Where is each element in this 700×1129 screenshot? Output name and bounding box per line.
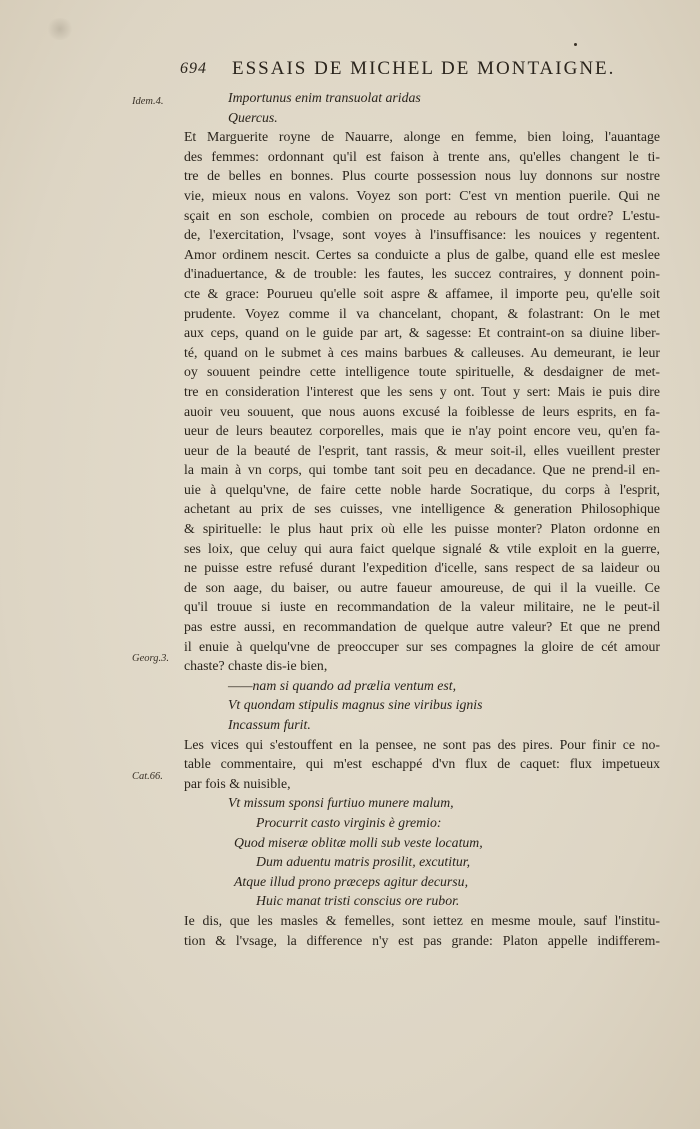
verse-line: Incassum furit. — [228, 717, 311, 732]
prose-line: pas estre aussi, en recommandation de quelque autre valeur? Et que ne prend — [184, 619, 660, 635]
prose-line: Amor ordinem nescit. Certes sa conduicte a plus de galbe, quand elle est meslee — [184, 246, 660, 262]
margin-note: Cat.66. — [132, 771, 163, 782]
text-block — [184, 88, 660, 950]
verse-line: ——nam si quando ad prælia ventum est, — [228, 677, 457, 693]
running-title: ESSAIS DE MICHEL DE MONTAIGNE. — [232, 58, 616, 79]
prose-line: il enuie à quelqu'vne de preoccuper sur ses compagnes la gloire de cét amour — [184, 638, 660, 654]
prose-line: Et Marguerite royne de Nauarre, alonge en femme, bien loing, l'auantage — [184, 129, 660, 145]
prose-line: tion & l'vsage, la difference n'y est pas grande: Platon appelle indifferem- — [184, 932, 660, 948]
verse-line: Quercus. — [228, 109, 278, 125]
verse-line: Atque illud prono præceps agitur decursu, — [234, 873, 469, 889]
prose-line: & spirituelle: le plus haut prix où elle les puisse monter? Platon ordonne en — [184, 521, 660, 537]
prose-line: vie, mieux nous en valons. Voyez son port: C'est vn mention puerile. Qui ne — [184, 187, 660, 203]
prose-line: tre en consideration l'interest que les sens y ont. Tout y sert: Mais ie puis dire — [184, 383, 660, 399]
verse-line: Procurrit casto virginis è gremio: — [256, 814, 442, 830]
verse-line: Dum aduentu matris prosilit, excutitur, — [256, 854, 471, 870]
verse-line: Vt missum sponsi furtiuo munere malum, — [228, 795, 454, 811]
prose-line: de, l'exercitation, l'vsage, sont voyes à l'insuffisance: les nouices y regentent. — [184, 227, 660, 243]
ink-smudge — [46, 18, 74, 40]
prose-line: aux ceps, quand on le guide par art, & sagesse: Et contraint-on sa diuine liber- — [184, 325, 660, 341]
margin-note: Georg.3. — [132, 653, 169, 664]
prose-line: chaste? chaste dis-ie bien, — [184, 658, 328, 674]
prose-line: oy souuent peindre cette intelligence toute spirituelle, & desdaigner de met- — [184, 364, 660, 380]
prose-line: d'inaduertance, & de trouble: les fautes, les succez contraires, y donnent poin- — [184, 266, 660, 282]
prose-line: sçait en son eschole, combien on procede au rebours de tout ordre? L'estu- — [184, 207, 660, 223]
running-header — [180, 58, 620, 82]
prose-line: Les vices qui s'estouffent en la pensee, ne sont pas des pires. Pour finir ce no- — [184, 736, 660, 752]
prose-line: qu'il trouue si iuste en recommandation de la valeur militaire, ne le peut-il — [184, 599, 660, 615]
prose-line: ne puisse estre refusé durant l'expedition d'icelle, sans respect de sa laideur ou — [184, 560, 660, 576]
prose-line: uie à quelqu'vne, de faire cette noble harde Socratique, du corps à l'esprit, — [184, 481, 660, 497]
prose-line: ses loix, que celuy qui aura faict quelque signalé & vtile exploit en la guerre, — [184, 540, 660, 556]
verse-line: Importunus enim transuolat aridas — [228, 90, 421, 105]
prose-line: Ie dis, que les masles & femelles, sont iettez en mesme moule, sauf l'institu- — [184, 912, 660, 928]
prose-line: tre de belles en bonnes. Plus courte possession nous luy donnons sur nostre — [184, 168, 660, 184]
verse-line: Vt quondam stipulis magnus sine viribus ignis — [228, 697, 483, 713]
page-number: 694 — [180, 60, 207, 77]
prose-line: table commentaire, qui m'est eschappé d'vn flux de caquet: flux impetueux — [184, 756, 660, 772]
prose-line: par fois & nuisible, — [184, 775, 291, 791]
ink-speck — [574, 43, 577, 46]
prose-line: prudente. Voyez comme il va chancelant, chopant, & folastrant: On le met — [184, 305, 660, 321]
verse-line: Quod miseræ oblitæ molli sub veste locatum, — [234, 834, 483, 850]
prose-line: ueur de la beauté de l'esprit, tant rassis, & meur soit-il, elles vueillent prester — [184, 442, 660, 458]
prose-line: auoir veu souuent, que nous auons excusé la foiblesse de leurs esprits, en fa- — [184, 403, 660, 419]
margin-note: Idem.4. — [132, 96, 164, 107]
prose-line: de son aage, du baiser, ou autre faueur amoureuse, de qui il la vueille. Ce — [184, 579, 660, 595]
prose-line: la main à vn corps, qui tombe tant soit peu en decadance. Que ne prend-il en- — [184, 462, 660, 478]
verse-line: Huic manat tristi conscius ore rubor. — [256, 893, 460, 909]
prose-line: des femmes: ordonnant qu'il est faison à trente ans, qu'elles changent le ti- — [184, 148, 660, 164]
prose-line: achetant au prix de ses cuisses, vne intelligence & generation Philosophique — [184, 501, 660, 517]
prose-line: cte & grace: Pourueu qu'elle soit aspre & affamee, il importe peu, qu'elle soit — [184, 285, 660, 301]
prose-line: ueur de leurs beautez corporelles, mais que ie n'ay point encore veu, qu'en fa- — [184, 423, 660, 439]
prose-line: té, quand on le submet à ces mains barbues & calleuses. Au demeurant, ie leur — [184, 344, 660, 360]
